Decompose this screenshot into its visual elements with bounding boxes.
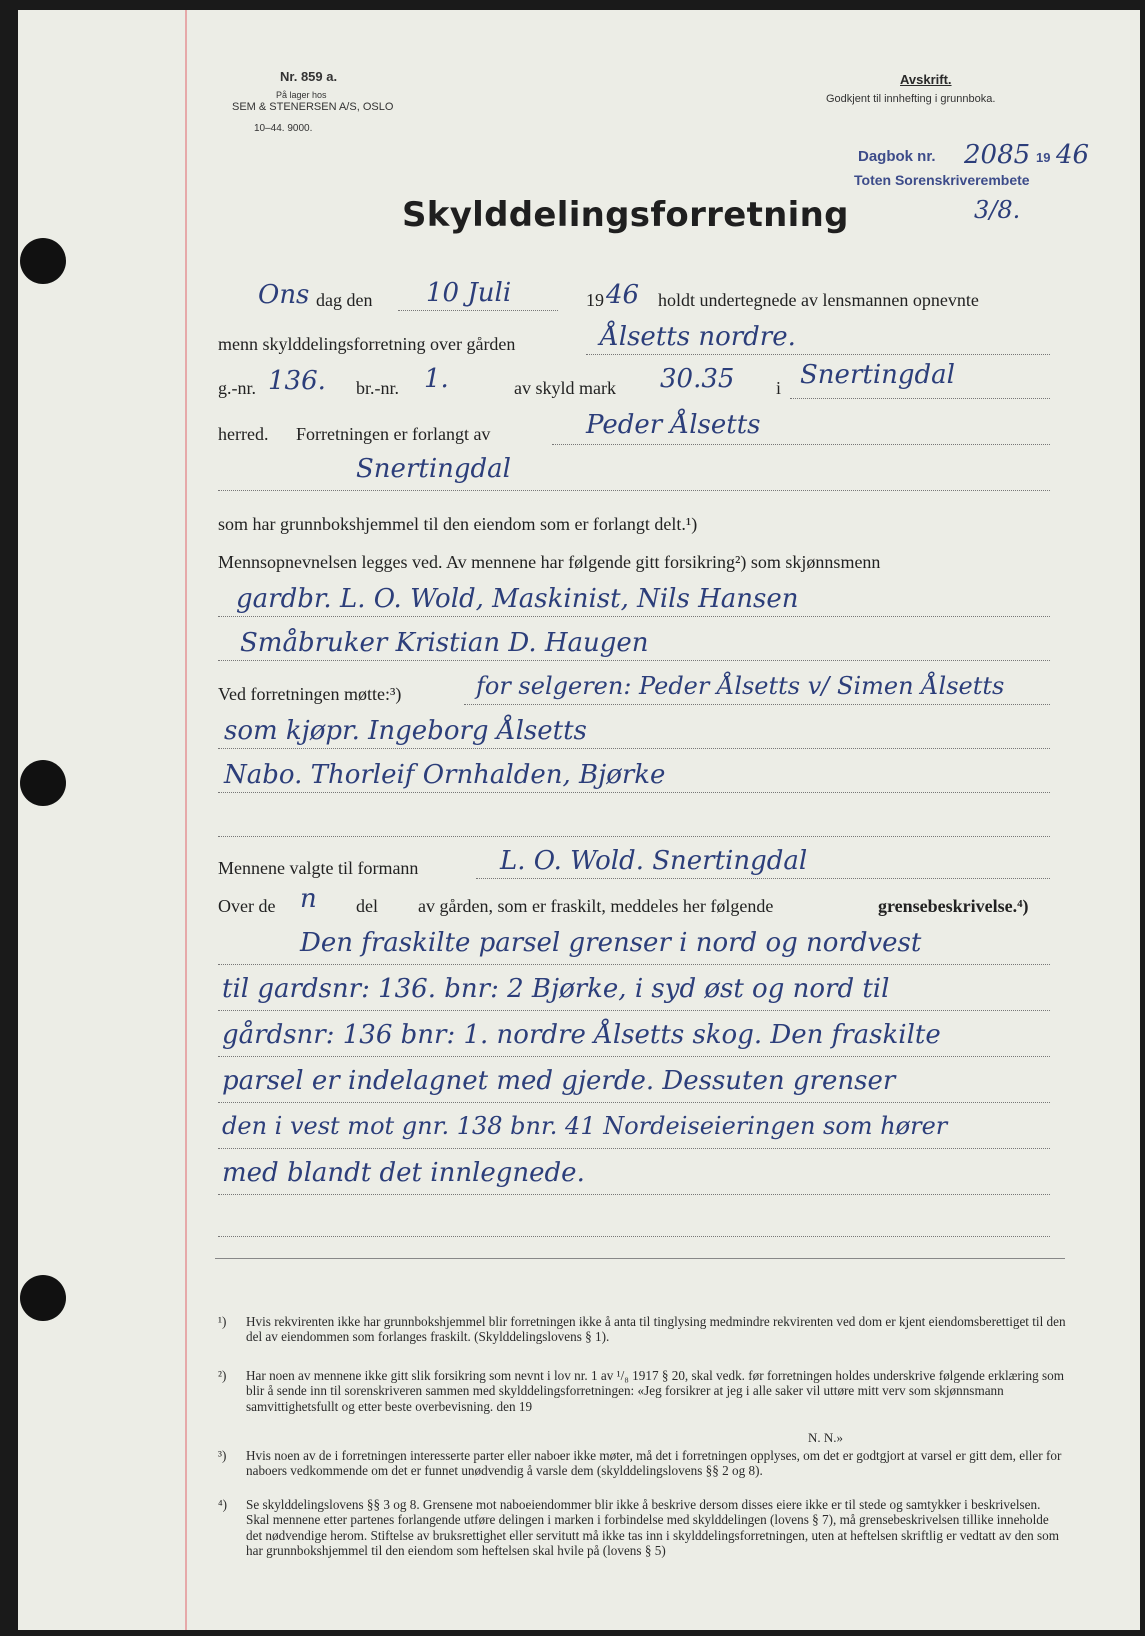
bnr-label: br.-nr. [356,378,399,398]
page-title: Skylddelingsforretning [402,195,849,235]
boundary-line-3 [218,1056,1050,1057]
requester-line [552,444,1050,445]
footnote-3-number: ³) [218,1448,227,1463]
punch-hole-middle [20,760,66,806]
avskrift-label: Avskrift. [900,72,952,87]
footnote-4-text: Se skylddelingslovens §§ 3 og 8. Grensene mot naboeiendommer blir ikke å beskrive dersom disses eiere ikke er til stede og samtykker i beskrivelsen. Skal mennene etter partenes forlangende utføre delingen i marken i forbindelse med skylddelingen (lovens § 7), må grensebeskrivelsen tillike inneholde det nødvendige herom. Stiftelse av bruksrettighet eller servitutt må ikke tas inn i skylddelingsforretningen, uten at heftelsen skriftlig er vedtatt av den som har grunnbokshjemmel til den eiendom som heftelsen skal hvile på (lovens § 5) [246,1497,1060,1559]
attend-line-2 [218,748,1050,749]
bnr-hand: 1. [424,364,449,394]
attend-line-1 [464,704,1050,705]
footnote-signature: N. N.» [808,1430,844,1445]
men-line2-hand: Småbruker Kristian D. Haugen [240,628,649,658]
i-label: i [776,378,782,398]
herred-label: herred. [218,424,269,444]
dagbok-date: 3/8. [974,196,1021,224]
dagbok-label: Dagbok nr. [858,148,936,165]
dagbok-office: Toten Sorenskriverembete [854,172,1030,188]
attend-line2-hand: som kjøpr. Ingeborg Ålsetts [224,716,587,746]
footnote-3-text: Hvis noen av de i forretningen interesserte parter eller naboer ikke møter, må det i forretningen opplyses, om det er godtgjort at varsel er gitt dem, eller for naboers vedkommende om det er funnet unødvendig å varsle dem (skylddelingslovens §§ 2 og 8). [246,1448,1062,1479]
boundary-hand-3: gårdsnr: 136 bnr: 1. nordre Ålsetts skog. Den fraskilte [222,1020,941,1050]
dagbok-year-suffix: 46 [1056,140,1090,170]
herred-line [790,398,1050,399]
skyld-label: av skyld mark [514,378,616,398]
farm-line [586,354,1050,355]
footnote-1-number: ¹) [218,1314,227,1329]
menn-label: menn skylddelingsforretning over gården [218,334,516,354]
boundary-line-2 [218,1010,1050,1011]
printer-line2: SEM & STENERSEN A/S, OSLO [232,101,394,113]
requester-hand: Peder Ålsetts [586,410,761,440]
margin-line [185,10,187,1630]
herred-hand: Snertingdal [800,360,955,390]
grunnbok-text: som har grunnbokshjemmel til den eiendom som er forlangt delt.¹) [218,514,698,534]
footnote-2 [218,1368,1066,1448]
dagbok-number: 2085 [964,140,1031,170]
mennsop-text: Mennsopnevnelsen legges ved. Av mennene har følgende gitt forsikring²) som skjønnsmenn [218,552,881,572]
intro-rest: holdt undertegnede av lensmannen opnevnte [658,290,979,310]
over-rest: av gården, som er fraskilt, meddeles her følgende [418,896,774,916]
men-line1-hand: gardbr. L. O. Wold, Maskinist, Nils Hansen [236,584,799,614]
farm-hand: Ålsetts nordre. [600,322,796,352]
date-line [398,310,558,311]
skyld-hand: 30.35 [660,364,735,394]
footnote-rule [215,1258,1065,1259]
date-hand: 10 Juli [426,278,512,308]
boundary-hand-4: parsel er indelagnet med gjerde. Dessuten grenser [222,1066,896,1096]
footnote-4-number: ⁴) [218,1497,227,1512]
form-number: Nr. 859 a. [280,69,338,84]
footnote-1-text: Hvis rekvirenten ikke har grunnbokshjemmel blir forretningen ikke å anta til tinglysing medmindre rekvirenten ved dom er kjent eiendomsberettiget til den del av eiendommen som forlanges fraskilt. (Skylddelingslovens § 1). [246,1314,1066,1345]
formann-line [476,878,1050,879]
footnote-4 [218,1497,1066,1577]
requester-place-line [218,490,1050,491]
boundary-line-6 [218,1194,1050,1195]
boundary-hand-5: den i vest mot gnr. 138 bnr. 41 Nordeiseieringen som hører [222,1112,948,1140]
attend-line3-hand: Nabo. Thorleif Ornhalden, Bjørke [224,760,666,790]
weekday-hand: Ons [258,280,310,310]
dag-den-label: dag den [316,290,373,310]
dagbok-year-prefix: 19 [1036,150,1051,165]
footnote-2-number: ²) [218,1368,227,1383]
gnr-label: g.-nr. [218,378,256,398]
formann-hand: L. O. Wold. Snertingdal [500,846,808,876]
formann-label: Mennene valgte til formann [218,858,419,878]
boundary-line-4 [218,1102,1050,1103]
ved-label: Ved forretningen møtte:³) [218,684,402,704]
printer-line1: På lager hos [276,90,327,100]
boundary-hand-2: til gardsnr: 136. bnr: 2 Bjørke, i syd øst og nord til [222,974,890,1004]
attend-line-3 [218,792,1050,793]
boundary-hand-1: Den fraskilte parsel grenser i nord og nordvest [300,928,922,958]
forlangt-label: Forretningen er forlangt av [296,424,491,444]
men-line-1 [218,616,1050,617]
requester-place-hand: Snertingdal [356,454,511,484]
attend-line-4 [218,836,1050,837]
del-label: del [356,896,378,916]
boundary-line-1 [218,964,1050,965]
men-line-2 [218,660,1050,661]
year-prefix: 19 [586,290,604,310]
attend-line1-hand: for selgeren: Peder Ålsetts v/ Simen Ålsetts [476,672,1005,700]
footnote-1 [218,1314,1066,1376]
footnote-3 [218,1448,1066,1496]
year-hand: 46 [606,280,640,310]
punch-hole-bottom [20,1275,66,1321]
print-run: 10–44. 9000. [254,123,313,134]
over-de-label: Over de [218,896,276,916]
punch-hole-top [20,238,66,284]
boundary-hand-6: med blandt det innlegnede. [222,1158,585,1188]
grense-label: grensebeskrivelse.⁴) [878,896,1029,916]
gnr-hand: 136. [268,366,326,396]
boundary-line-5 [218,1148,1050,1149]
boundary-line-7 [218,1236,1050,1237]
over-hand: n [300,884,317,914]
avskrift-note: Godkjent til innhefting i grunnboka. [826,93,996,105]
footnote-2-text: Har noen av mennene ikke gitt slik forsikring som nevnt i lov nr. 1 av ¹/₈ 1917 § 20, skal vedk. før forretningen holdes underskrive følgende erklæring som blir å sende inn til sorenskriveren sammen med skylddelingsforretningen: «Jeg forsikrer at jeg i alle saker vil uttøre mitt verv som skjønnsmann samvittighetsfullt og etter beste overbevisning. den 19 [246,1368,1064,1414]
